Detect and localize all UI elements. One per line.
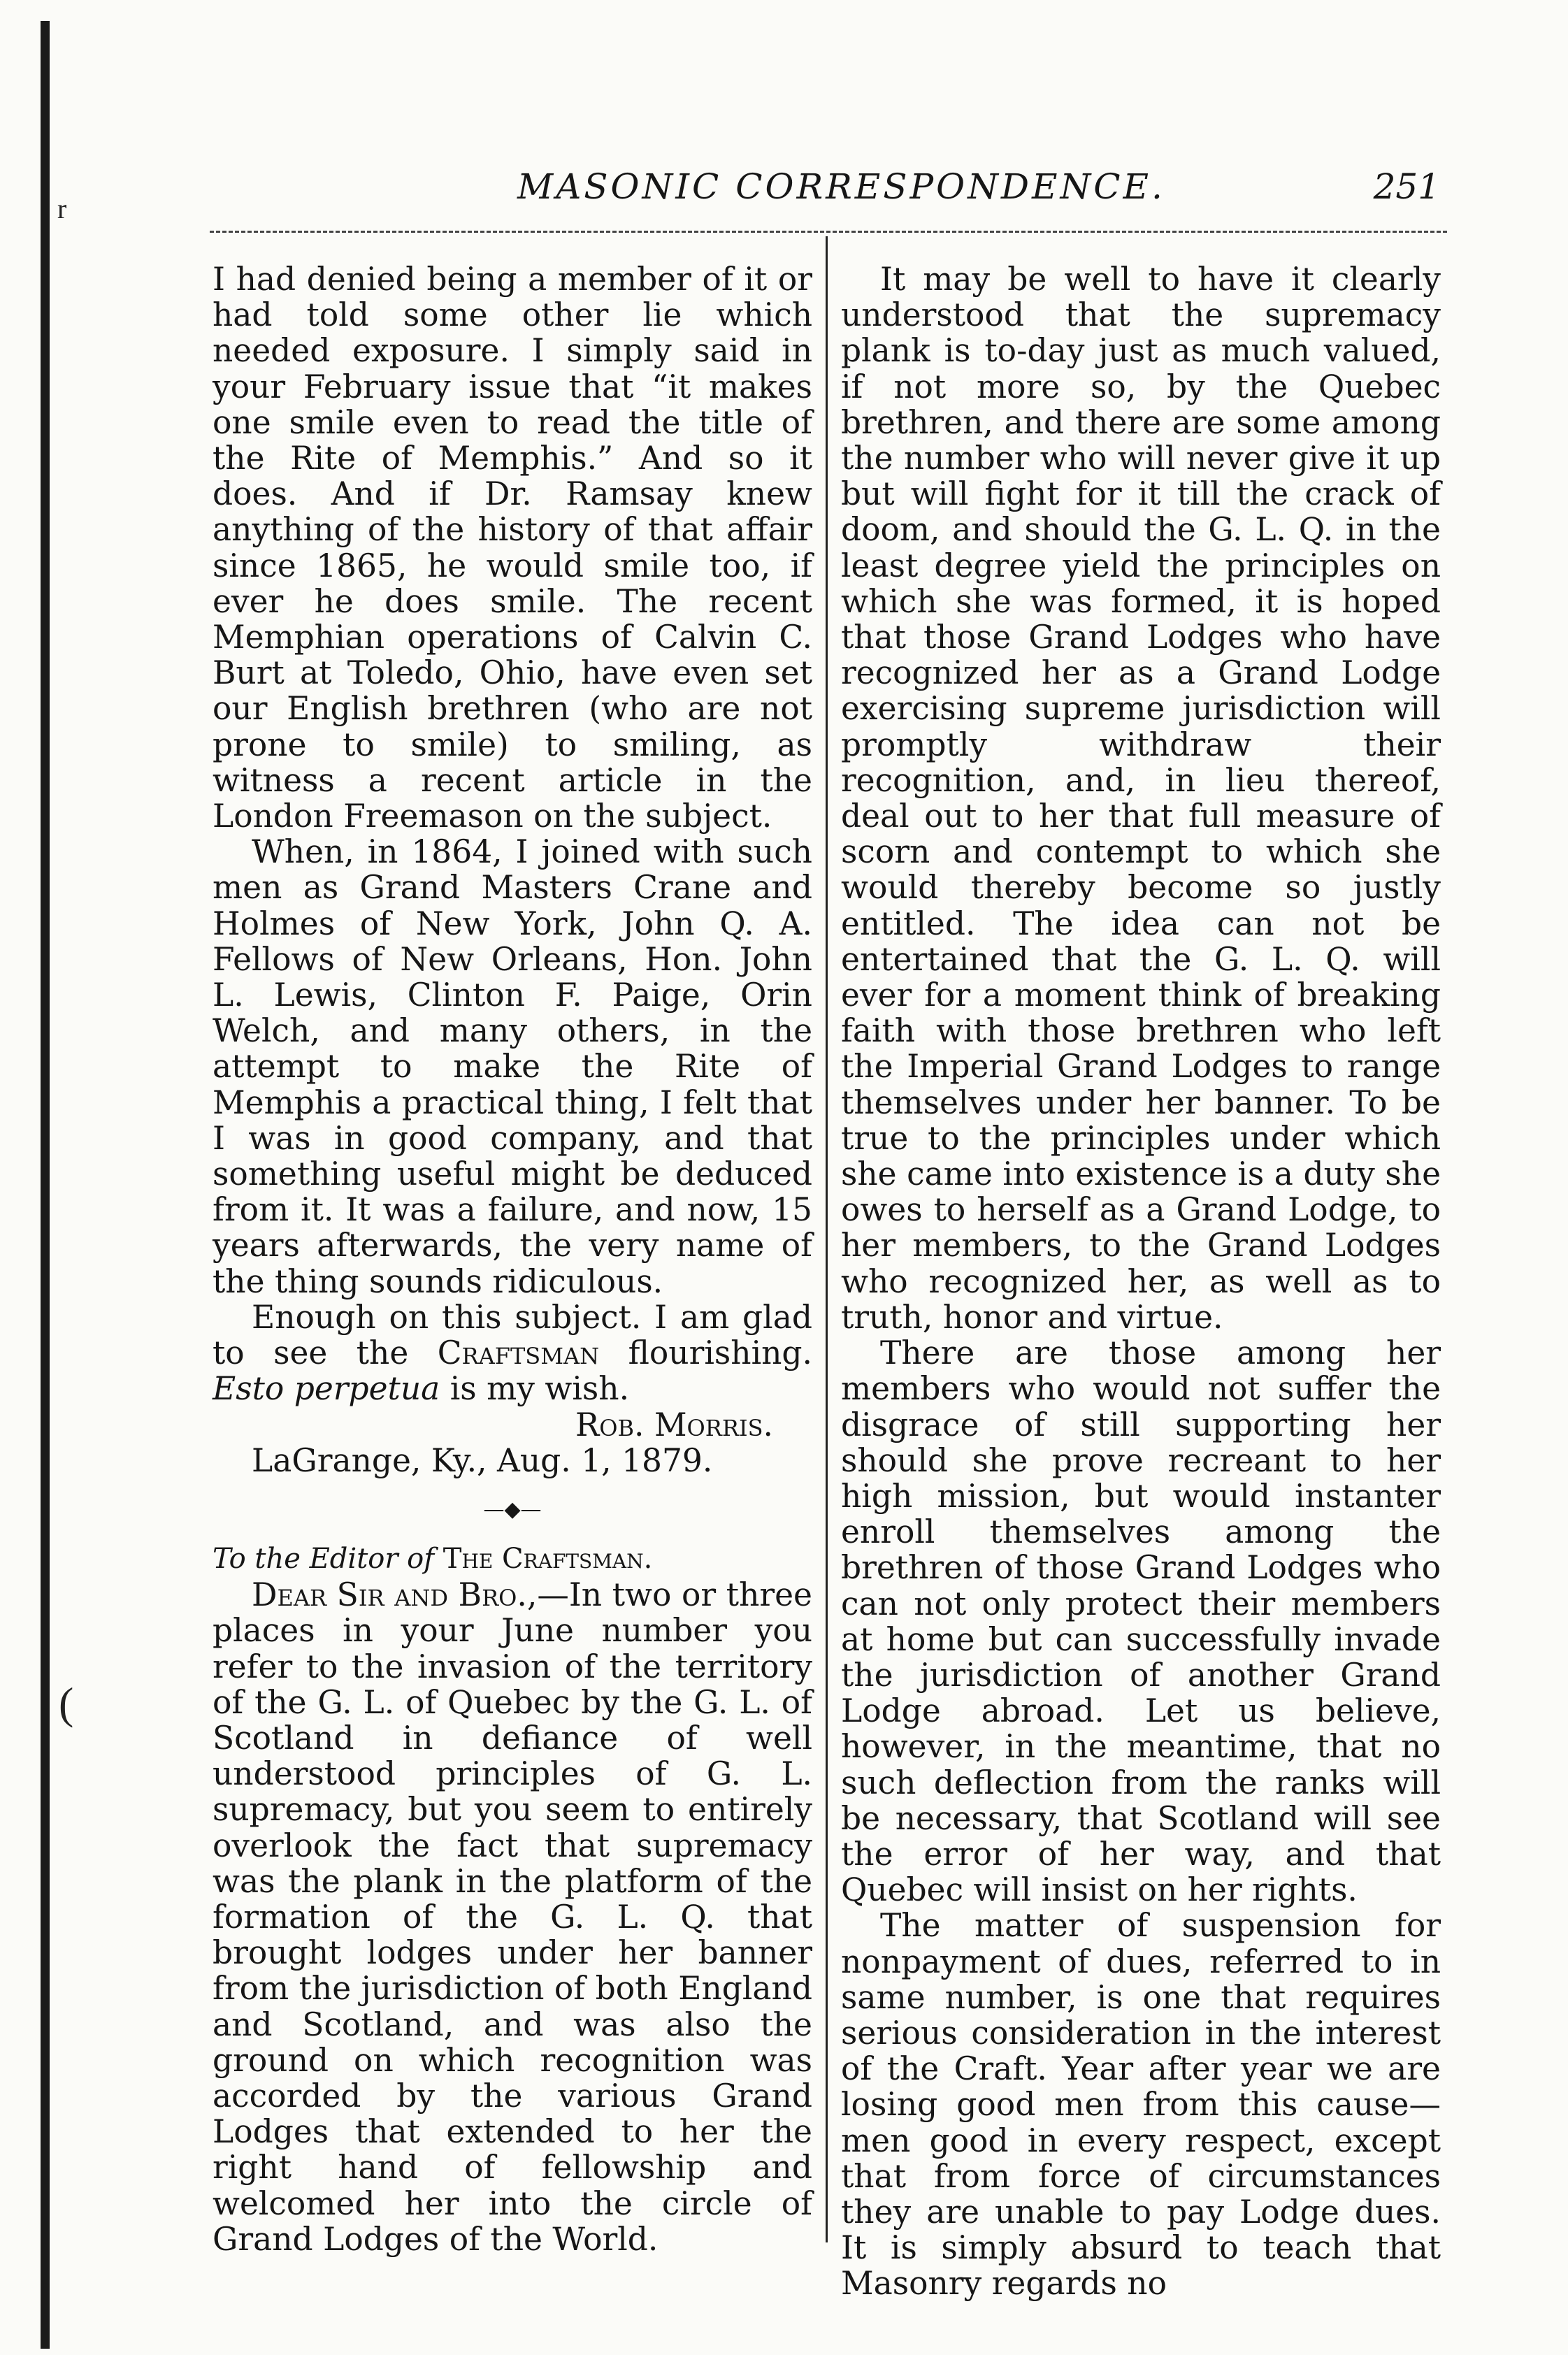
left-paragraph-4	[213, 1577, 812, 2257]
margin-mark-middle: (	[59, 1678, 74, 1728]
letter-addressee	[213, 1541, 812, 1577]
paragraph-3-mid: flourishing.	[628, 1334, 813, 1372]
left-column	[213, 261, 812, 2257]
latin-phrase: Esto perpetua	[213, 1370, 440, 1408]
column-divider	[826, 236, 828, 2242]
salutation: Dear Sir and Bro.,	[252, 1576, 538, 1614]
paragraph-3-end: is my wish.	[449, 1370, 630, 1408]
paragraph-3-start: Enough on this subject. I am glad to see the	[213, 1298, 812, 1372]
right-paragraph-3: The matter of suspension for nonpayment of dues, referred to in same number, is one that requires serious consideration in the interest of the Craft. Year after year we are losing good men from this cause—men good in every respect, except that from force of circumstances they are unable to pay Lodge dues. It is simply absurd to teach that Masonry regards no	[841, 1907, 1441, 2303]
craftsman-mention: Craftsman	[437, 1334, 600, 1372]
page-number: 251	[1373, 166, 1440, 207]
left-paragraph-3	[213, 1299, 812, 1407]
addressee-prefix: To the Editor of	[213, 1542, 435, 1575]
binding-spine	[41, 21, 50, 2349]
signature: Rob. Morris.	[575, 1406, 773, 1443]
running-title: MASONIC CORRESPONDENCE.	[517, 166, 1165, 207]
right-paragraph-1: It may be well to have it clearly understood that the supremacy plank is to-day just as much valued, if not more so, by the Quebec brethren, and there are some among the number who will never give it up but will fight for it till the crack of doom, and should the G. L. Q. in the least degree yield the principles on which she was formed, it is hoped that those Grand Lodges who have recognized her as a Grand Lodge exercising supreme jurisdiction will promptly withdraw their recognition, and, in lieu thereof, deal out to her that full measure of scorn and contempt to which she would thereby become so justly entitled. The idea can not be entertained that the G. L. Q. will ever for a moment think of breaking faith with those brethren who left the Imperial Grand Lodges to range themselves under her banner. To be true to the principles under which she came into existence is a duty she owes to herself as a Grand Lodge, to her members, to the Grand Lodges who recognized her, as well as to truth, honor and virtue.	[841, 261, 1441, 1336]
dateline: LaGrange, Ky., Aug. 1, 1879.	[252, 1441, 713, 1479]
section-separator	[213, 1478, 812, 1541]
left-paragraph-4-body: —In two or three places in your June number you refer to the invasion of the territory of the G. L. of Quebec by the G. L. of Scotland in defiance of well understood principles of G. L. supremacy, but you seem to entirely overlook the fact that supremacy was the plank in the platform of the formation of the G. L. Q. that brought lodges under her banner from the jurisdiction of both England and Scotland, and was also the ground on which recognition was accorded by the various Grand Lodges that extended to her the right hand of fellowship and welcomed her into the circle of Grand Lodges of the World.	[213, 1576, 812, 2258]
right-paragraph-2: There are those among her members who would not suffer the disgrace of still supporting her should she prove recreant to her high mission, but would instanter enroll themselves among the brethren of those Grand Lodges who can not only protect their members at home but can successfully invade the jurisdiction of another Grand Lodge abroad. Let us believe, however, in the meantime, that no such deflection from the ranks will be necessary, that Scotland will see the error of her way, and that Quebec will insist on her rights.	[841, 1334, 1441, 1909]
addressee-name: The Craftsman.	[443, 1542, 653, 1575]
separator-ornament: —◆—	[483, 1497, 542, 1522]
left-paragraph-2: When, in 1864, I joined with such men as Grand Masters Crane and Holmes of New York, John Q. A. Fellows of New Orleans, Hon. John L. Lewis, Clinton F. Paige, Orin Welch, and many others, in the attempt to make the Rite of Memphis a practical thing, I felt that I was in good company, and that something useful might be deduced from it. It was a failure, and now, 15 years afterwards, the very name of the thing sounds ridiculous.	[213, 833, 812, 1300]
running-head	[210, 166, 1440, 222]
margin-mark-top: r	[57, 193, 67, 224]
header-rule	[210, 231, 1447, 233]
right-column	[841, 261, 1441, 2302]
left-paragraph-1: I had denied being a member of it or had told some other lie which needed exposure. I simply said in your February issue that “it makes one smile even to read the title of the Rite of Memphis.” And so it does. And if Dr. Ramsay knew anything of the history of that affair since 1865, he would smile too, if ever he does smile. The recent Memphian operations of Calvin C. Burt at Toledo, Ohio, have even set our English brethren (who are not prone to smile) to smiling, as witness a recent article in the London Freemason on the subject.	[213, 261, 812, 835]
